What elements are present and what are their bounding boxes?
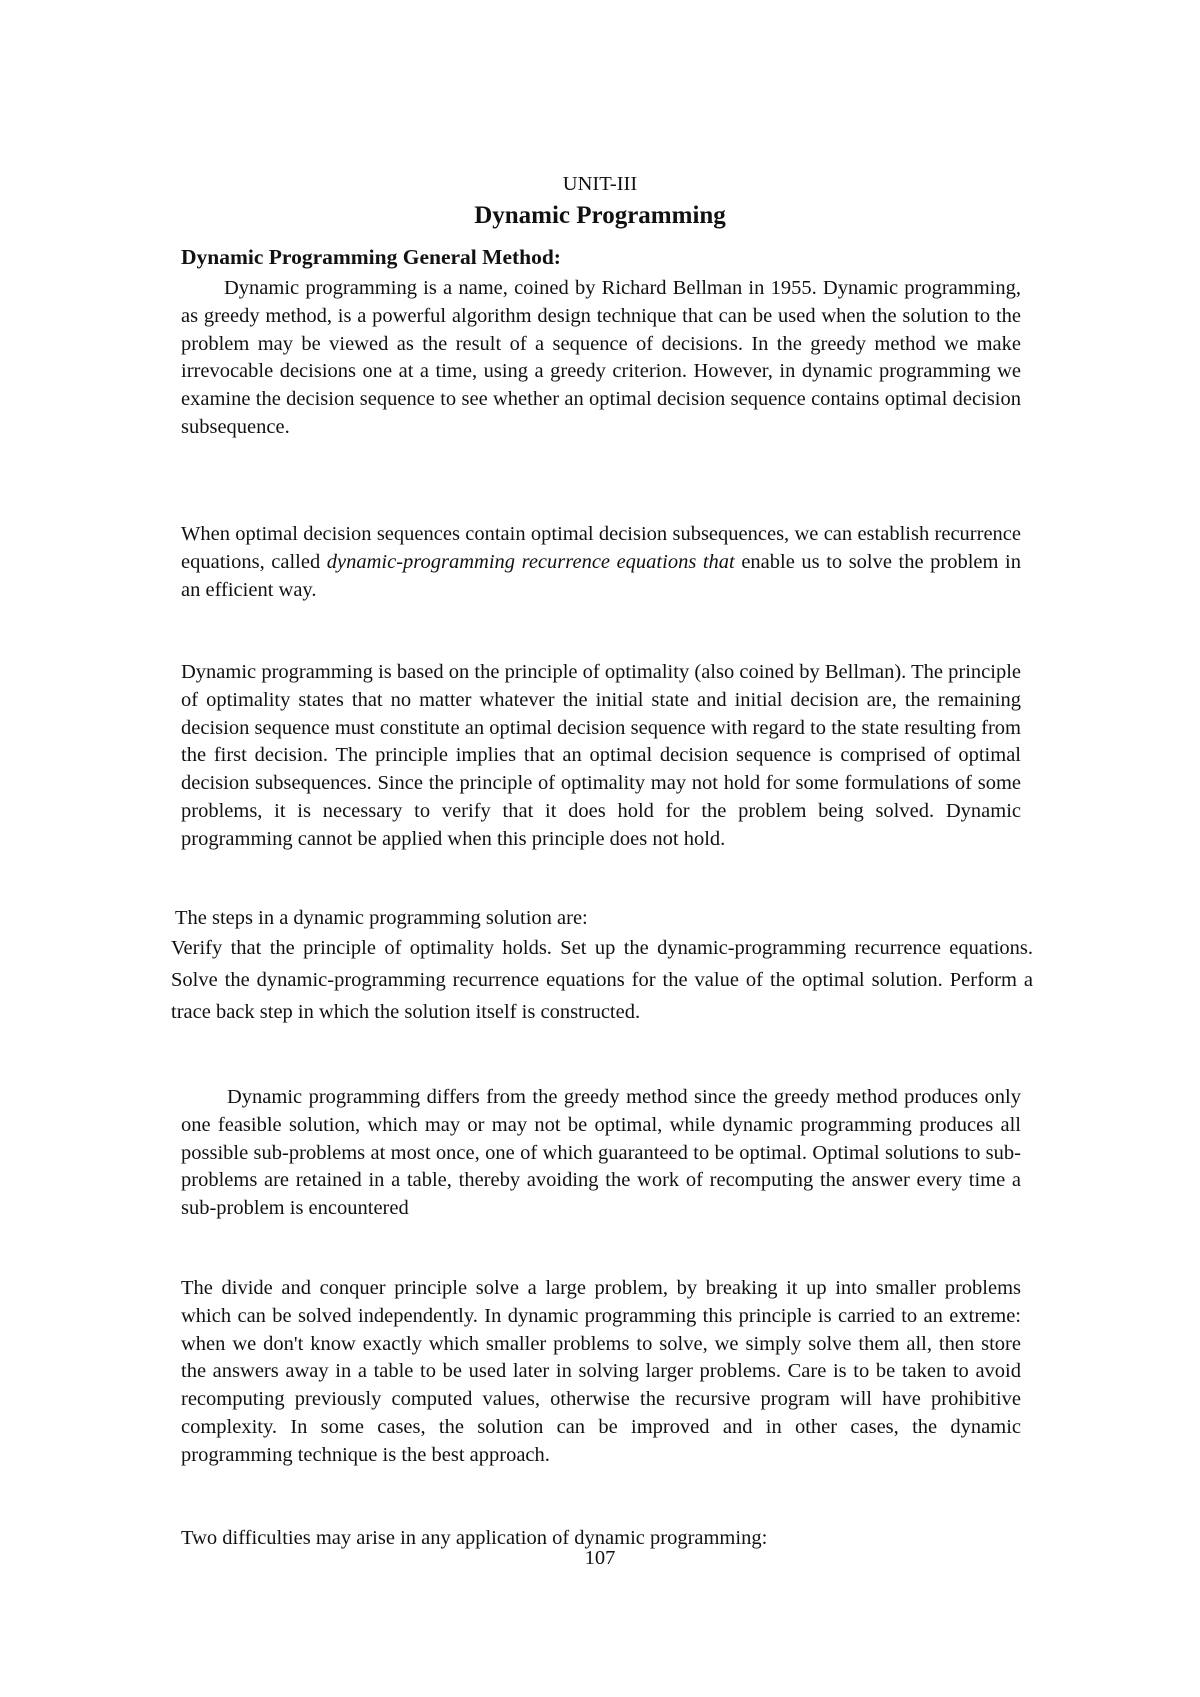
page-number: 107 xyxy=(584,1547,616,1569)
section-heading: Dynamic Programming General Method: xyxy=(181,245,561,269)
steps-intro: The steps in a dynamic programming solution are: xyxy=(175,907,588,929)
paragraph-greedy-comparison: Dynamic programming differs from the greedy method since the greedy method produces only one feasible solution, which may or may not be optimal, while dynamic programming produces all possible sub-problems at most once, one of which guaranteed to be optimal. Optimal solutions to sub-problems are retained in a table, thereby avoiding the work of recomputing the answer every time a sub-problem is encountered xyxy=(181,1086,1021,1220)
paragraph-recurrence-italic: dynamic-programming recurrence equations that xyxy=(326,550,735,573)
paragraph-divide-conquer: The divide and conquer principle solve a large problem, by breaking it up into smaller problems which can be solved independently. In dynamic programming this principle is carried to an extreme: when we don't know exactly which smaller problems to solve, we simply solve them all, then store the answers away in a table to be used later in solving larger problems. Care is to be taken to avoid recomputing previously computed values, otherwise the recursive program will have prohibitive complexity. In some cases, the solution can be improved and in other cases, the dynamic programming technique is the best approach. xyxy=(181,1277,1021,1466)
difficulties-intro: Two difficulties may arise in any application of dynamic programming: xyxy=(181,1527,768,1549)
paragraph-intro: Dynamic programming is a name, coined by Richard Bellman in 1955. Dynamic programming, as greedy method, is a powerful algorithm design technique that can be used when the solution to the problem may be viewed as the result of a sequence of decisions. In the greedy method we make irrevocable decisions one at a time, using a greedy criterion. However, in dynamic programming we examine the decision sequence to see whether an optimal decision sequence contains optimal decision subsequence. xyxy=(181,277,1021,438)
paragraph-recurrence-end: enable us to solve the problem in an efficient way. xyxy=(181,550,1021,601)
page-title: Dynamic Programming xyxy=(474,202,726,229)
paragraph-recurrence xyxy=(181,521,1021,604)
paragraph-recurrence-start: When optimal decision sequences contain optimal decision subsequences, we can establish recurrence equations, called xyxy=(181,523,1021,573)
paragraph-optimality: Dynamic programming is based on the principle of optimality (also coined by Bellman). The principle of optimality states that no matter whatever the initial state and initial decision are, the remaining decision sequence must constitute an optimal decision sequence with regard to the state resulting from the first decision. The principle implies that an optimal decision sequence is comprised of optimal decision subsequences. Since the principle of optimality may not hold for some formulations of some problems, it is necessary to verify that it does hold for the problem being solved. Dynamic programming cannot be applied when this principle does not hold. xyxy=(181,661,1021,850)
unit-heading: UNIT-III xyxy=(562,173,638,195)
steps-text: Verify that the principle of optimality holds. Set up the dynamic-programming recurrence equations. Solve the dynamic-programming recurrence equations for the value of the optimal solution. Perform a trace back step in which the solution itself is constructed. xyxy=(171,937,1033,1023)
